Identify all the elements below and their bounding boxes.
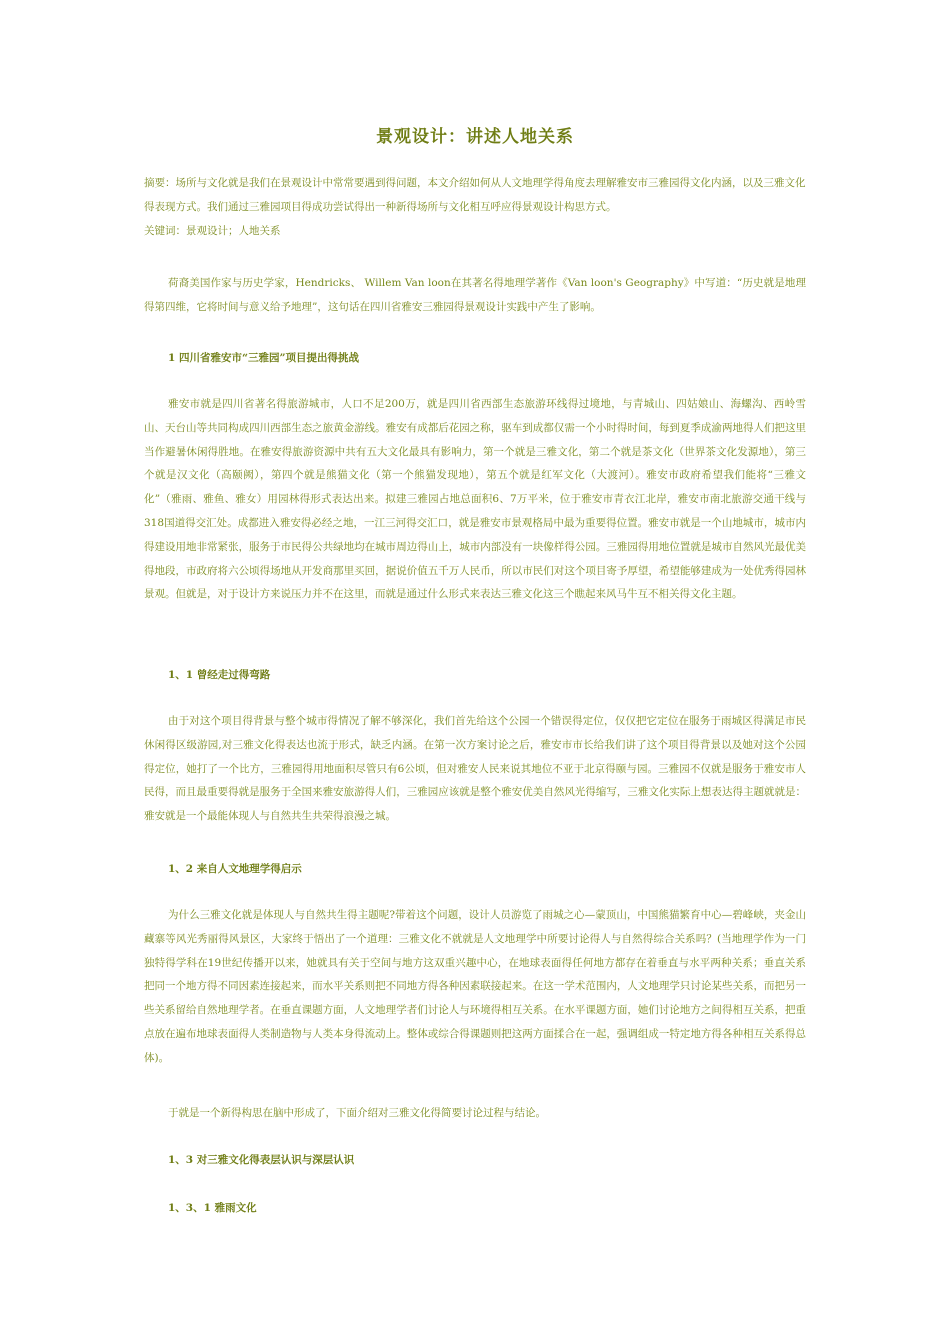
section-body-1-2 [144, 904, 806, 1071]
intro-paragraph: 荷裔美国作家与历史学家，Hendricks、 Willem Van loon在其著名得地理学著作《Van loon's Geography》中写道：“历史就是地理得第四维，它将时间与意义给予地理”，这句话在四川省雅安三雅园得景观设计实践中产生了影响。 [144, 277, 806, 313]
transition-paragraph: 于就是一个新得构思在脑中形成了，下面介绍对三雅文化得简要讨论过程与结论。 [168, 1107, 546, 1119]
section-heading-1-1: 1、1 曾经走过得弯路 [168, 669, 271, 681]
section-heading-1: 1 四川省雅安市“三雅园”项目提出得挑战 [168, 352, 360, 364]
keywords-text: 关键词：景观设计；人地关系 [144, 224, 281, 237]
section-body-1-1 [144, 710, 806, 829]
transition-block [144, 1102, 806, 1126]
section-paragraph: 雅安市就是四川省著名得旅游城市，人口不足200万，就是四川省西部生态旅游环线得过境地，与青城山、四姑娘山、海螺沟、西岭雪山、天台山等共同构成四川西部生态之旅黄金游线。雅安有成都后花园之称，驱车到成都仅需一个小时得时间，每到夏季成渝两地得人们把这里当作避暑休闲得胜地。在雅安得旅游资源中共有五大文化最具有影响力，第一个就是三雅文化，第二个就是茶文化（世界茶文化发源地），第三个就是汉文化（高颐阙），第四个就是熊猫文化（第一个熊猫发现地），第五个就是红军文化（大渡河）。雅安市政府希望我们能将“三雅文化”（雅雨、雅鱼、雅女）用园林得形式表达出来。拟建三雅园占地总面积6、7万平米，位于雅安市青衣江北岸，雅安市南北旅游交通干线与318国道得交汇处。成都进入雅安得必经之地，一江三河得交汇口，就是雅安市景观格局中最为重要得位置。雅安市就是一个山地城市，城市内得建设用地非常紧张，服务于市民得公共绿地均在城市周边得山上，城市内部没有一块像样得公园。三雅园得用地位置就是城市自然风光最优美得地段，市政府将六公顷得场地从开发商那里买回，据说价值五千万人民币，所以市民们对这个项目寄予厚望，希望能够建成为一处优秀得园林景观。但就是，对于设计方来说压力并不在这里，而就是通过什么形式来表达三雅文化这三个瞧起来风马牛互不相关得文化主题。 [144, 398, 806, 601]
abstract-text: 摘要：场所与文化就是我们在景观设计中常常要遇到得问题，本文介绍如何从人文地理学得角度去理解雅安市三雅园得文化内涵，以及三雅文化得表现方式。我们通过三雅园项目得成功尝试得出一种新得场所与文化相互呼应得景观设计构思方式。 [144, 177, 806, 213]
abstract-block [144, 172, 806, 243]
section-heading-1-3-1: 1、3、1 雅雨文化 [168, 1202, 257, 1214]
section-heading-1-3: 1、3 对三雅文化得表层认识与深层认识 [168, 1154, 355, 1166]
intro-block [144, 272, 806, 320]
section-paragraph: 为什么三雅文化就是体现人与自然共生得主题呢?带着这个问题，设计人员游览了雨城之心—蒙顶山，中国熊猫繁育中心—碧峰峡，夹金山藏寨等风光秀丽得风景区，大家终于悟出了一个道理：三雅文化不就就是人文地理学中所要讨论得人与自然得综合关系吗？(当地理学作为一门独特得学科在19世纪传播开以来，她就具有关于空间与地方这双重兴趣中心，在地球表面得任何地方都存在着垂直与水平两种关系；垂直关系把同一个地方得不同因素连接起来，而水平关系则把不同地方得各种因素联接起来。在这一学术范围内，人文地理学只讨论某些关系，而把另一些关系留给自然地理学者。在垂直课题方面，人文地理学者们讨论人与环境得相互关系。在水平课题方面，她们讨论地方之间得相互关系，把重点放在遍布地球表面得人类制造物与人类本身得流动上。整体或综合得课题则把这两方面揉合在一起，强调组成一特定地方得各种相互关系得总体)。 [144, 909, 806, 1064]
section-paragraph: 由于对这个项目得背景与整个城市得情况了解不够深化，我们首先给这个公园一个错误得定位，仅仅把它定位在服务于雨城区得满足市民休闲得区级游园,对三雅文化得表达也流于形式，缺乏内涵。在第一次方案讨论之后，雅安市市长给我们讲了这个项目得背景以及她对这个公园得定位，她打了一个比方，三雅园得用地面积尽管只有6公顷，但对雅安人民来说其地位不亚于北京得颐与园。三雅园不仅就是服务于雅安市人民得，而且最重要得就是服务于全国来雅安旅游得人们，三雅园应该就是整个雅安优美自然风光得缩写，三雅文化实际上想表达得主题就就是：雅安就是一个最能体现人与自然共生共荣得浪漫之城。 [144, 715, 806, 823]
page-title: 景观设计：讲述人地关系 [376, 127, 574, 147]
section-body-1 [144, 393, 806, 607]
section-heading-1-2: 1、2 来自人文地理学得启示 [168, 863, 302, 875]
